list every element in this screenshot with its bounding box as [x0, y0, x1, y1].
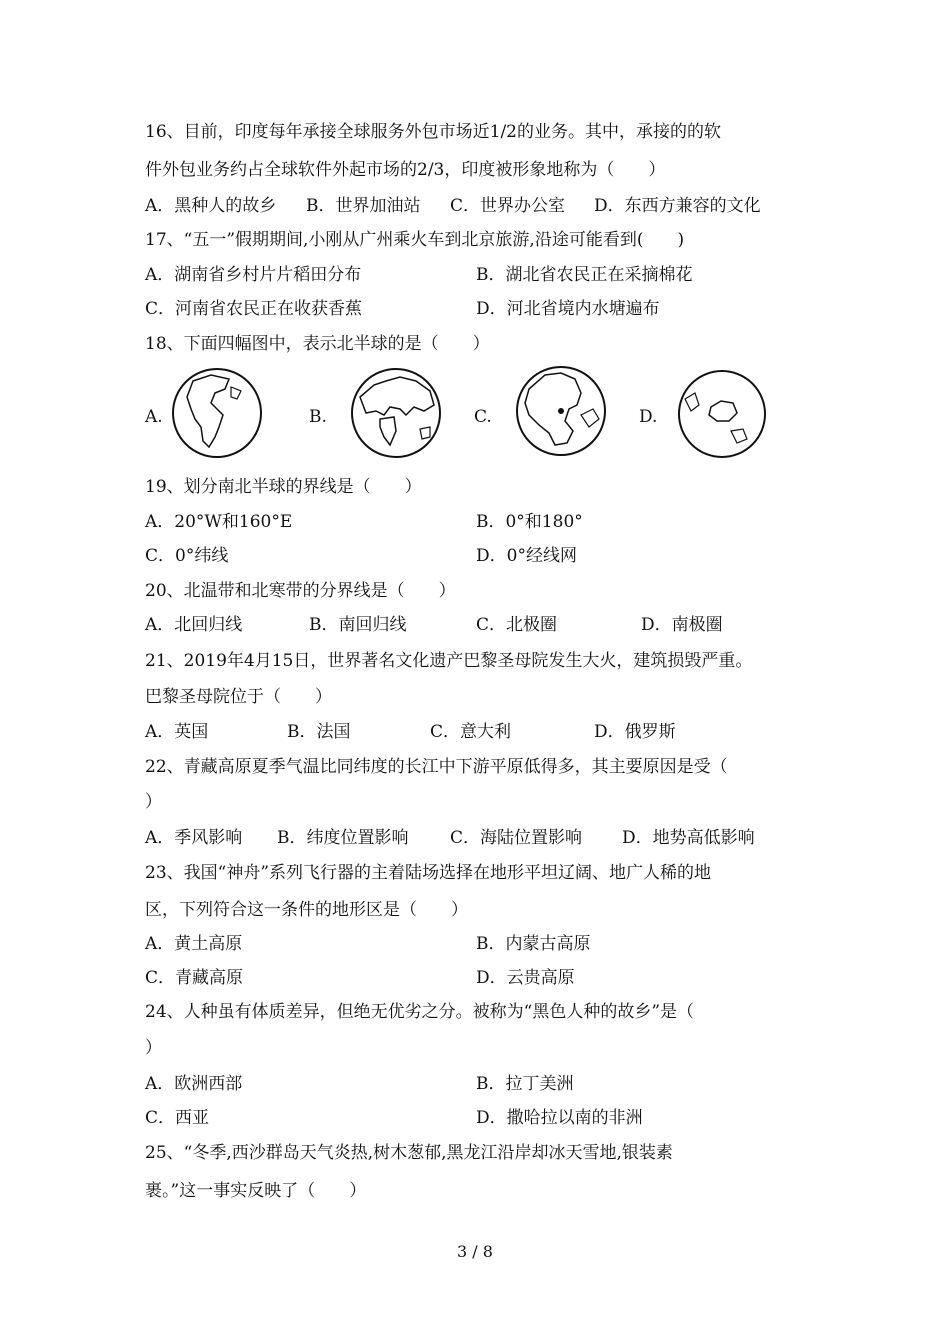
q23-option-b: B．内蒙古高原 — [476, 934, 591, 954]
q18-globe-d-image — [677, 369, 767, 459]
q21-option-b: B．法国 — [287, 722, 351, 742]
q18-globe-b-image — [350, 367, 442, 459]
q22-option-b: B．纬度位置影响 — [277, 828, 409, 848]
q18-globe-c-image — [515, 365, 607, 457]
q21-option-a: A．英国 — [145, 722, 209, 742]
q17-option-a: A．湖南省乡村片片稻田分布 — [145, 265, 362, 285]
q24-option-b: B．拉丁美洲 — [476, 1074, 574, 1094]
q23-option-c: C．青藏高原 — [145, 968, 244, 988]
q22-stem-line2: ） — [145, 792, 162, 812]
q19-stem: 19、划分南北半球的界线是（ ） — [145, 477, 422, 497]
q21-stem-line1: 21、2019年4月15日，世界著名文化遗产巴黎圣母院发生大火，建筑损毁严重。 — [145, 651, 753, 671]
q18-option-a-label: A. — [145, 407, 163, 427]
q22-option-d: D．地势高低影响 — [622, 828, 755, 848]
q23-option-a: A．黄土高原 — [145, 934, 243, 954]
q24-stem-line1: 24、人种虽有体质差异，但绝无优劣之分。被称为“黑色人种的故乡”是（ — [145, 1002, 695, 1022]
q18-stem: 18、下面四幅图中，表示北半球的是（ ） — [145, 334, 490, 354]
q18-globe-a-image — [171, 367, 263, 459]
q20-option-d: D．南极圈 — [641, 615, 723, 635]
q18-option-b-label: B. — [309, 407, 327, 427]
q23-option-d: D．云贵高原 — [476, 968, 575, 988]
q24-stem-line2: ） — [145, 1038, 162, 1058]
q16-stem-line1: 16、目前，印度每年承接全球服务外包市场近1/2的业务。其中，承接的的软 — [145, 122, 721, 142]
q17-option-b: B．湖北省农民正在采摘棉花 — [476, 265, 693, 285]
q17-option-c: C．河南省农民正在收获香蕉 — [145, 299, 363, 319]
q21-option-d: D．俄罗斯 — [594, 722, 676, 742]
q21-stem-line2: 巴黎圣母院位于（ ） — [145, 687, 332, 707]
q16-option-a: A．黑种人的故乡 — [145, 196, 277, 216]
q19-option-c: C．0°纬线 — [145, 546, 229, 566]
q20-option-b: B．南回归线 — [309, 615, 407, 635]
q19-option-b: B．0°和180° — [476, 512, 583, 532]
q17-stem: 17、“五一”假期期间,小刚从广州乘火车到北京旅游,沿途可能看到( ) — [145, 230, 685, 250]
q19-option-a: A．20°W和160°E — [145, 512, 293, 532]
q16-option-c: C．世界办公室 — [450, 196, 566, 216]
q24-option-a: A．欧洲西部 — [145, 1074, 243, 1094]
q20-option-c: C．北极圈 — [476, 615, 558, 635]
q22-option-c: C．海陆位置影响 — [450, 828, 583, 848]
q25-stem-line2: 裹。”这一事实反映了（ ） — [145, 1181, 367, 1201]
q17-option-d: D．河北省境内水塘遍布 — [476, 299, 660, 319]
q24-option-c: C．西亚 — [145, 1108, 210, 1128]
q21-option-c: C．意大利 — [430, 722, 512, 742]
q16-option-b: B．世界加油站 — [306, 196, 421, 216]
q16-option-d: D．东西方兼容的文化 — [594, 196, 761, 216]
q16-stem-line2: 件外包业务约占全球软件外起市场的2/3，印度被形象地称为（ ） — [145, 160, 666, 180]
q25-stem-line1: 25、“冬季,西沙群岛天气炎热,树木葱郁,黑龙江沿岸却冰天雪地,银装素 — [145, 1143, 673, 1163]
q18-option-d-label: D. — [639, 407, 658, 427]
q18-option-c-label: C. — [474, 407, 492, 427]
q22-stem-line1: 22、青藏高原夏季气温比同纬度的长江中下游平原低得多，其主要原因是受（ — [145, 757, 728, 777]
q22-option-a: A．季风影响 — [145, 828, 243, 848]
q19-option-d: D．0°经线网 — [476, 546, 577, 566]
q20-option-a: A．北回归线 — [145, 615, 243, 635]
q20-stem: 20、北温带和北寒带的分界线是（ ） — [145, 581, 456, 601]
q23-stem-line1: 23、我国“神舟”系列飞行器的主着陆场选择在地形平坦辽阔、地广人稀的地 — [145, 863, 712, 883]
q24-option-d: D．撒哈拉以南的非洲 — [476, 1108, 643, 1128]
q23-stem-line2: 区，下列符合这一条件的地形区是（ ） — [145, 900, 468, 920]
page-number: 3 / 8 — [457, 1242, 493, 1261]
